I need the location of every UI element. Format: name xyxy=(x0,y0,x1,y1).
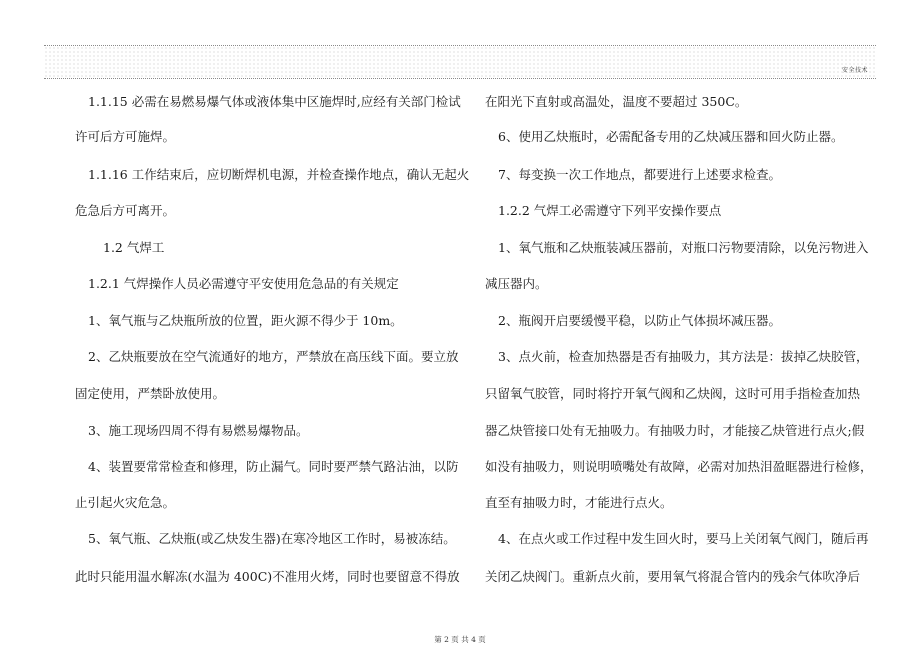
paragraph-line: 2、乙炔瓶要放在空气流通好的地方，严禁放在高压线下面。要立放 xyxy=(88,349,459,364)
paragraph-line: 1、氧气瓶和乙炔瓶装减压器前，对瓶口污物要清除，以免污物进入 xyxy=(498,240,869,255)
subsection-heading: 1.2.1 气焊操作人员必需遵守平安使用危急品的有关规定 xyxy=(88,276,399,291)
paragraph-line: 固定使用，严禁卧放使用。 xyxy=(75,386,226,401)
paragraph-line: 1、氧气瓶与乙炔瓶所放的位置，距火源不得少于 10m。 xyxy=(88,313,403,328)
paragraph-line: 3、施工现场四周不得有易燃易爆物品。 xyxy=(88,423,309,438)
paragraph-line: 3、点火前，检查加热器是否有抽吸力，其方法是：拔掉乙炔胶管， xyxy=(498,349,869,364)
page-number-footer: 第 2 页 共 4 页 xyxy=(434,635,486,644)
paragraph-line: 只留氧气胶管，同时将拧开氧气阀和乙炔阀，这时可用手指检查加热 xyxy=(485,386,861,401)
paragraph-line: 许可后方可施焊。 xyxy=(75,129,176,144)
paragraph-line: 此时只能用温水解冻(水温为 400C)不准用火烤，同时也要留意不得放 xyxy=(75,569,460,584)
page-header-band xyxy=(44,45,876,79)
paragraph-line: 1.1.15 必需在易燃易爆气体或液体集中区施焊时,应经有关部门检试 xyxy=(88,94,461,109)
paragraph-line: 在阳光下直射或高温处，温度不要超过 350C。 xyxy=(485,94,748,109)
header-category-label: 安全技术 xyxy=(841,67,868,74)
paragraph-line: 减压器内。 xyxy=(485,276,548,291)
paragraph-line: 4、在点火或工作过程中发生回火时，要马上关闭氧气阀门，随后再 xyxy=(498,531,869,546)
paragraph-line: 6、使用乙炔瓶时，必需配备专用的乙炔减压器和回火防止器。 xyxy=(498,129,844,144)
paragraph-line: 5、氧气瓶、乙炔瓶(或乙炔发生器)在寒冷地区工作时，易被冻结。 xyxy=(88,531,456,546)
paragraph-line: 2、瓶阀开启要缓慢平稳，以防止气体损坏减压器。 xyxy=(498,313,781,328)
subsection-heading: 1.2.2 气焊工必需遵守下列平安操作要点 xyxy=(498,203,722,218)
paragraph-line: 关闭乙炔阀门。重新点火前，要用氧气将混合管内的残余气体吹净后 xyxy=(485,569,861,584)
paragraph-line: 1.1.16 工作结束后，应切断焊机电源，并检查操作地点，确认无起火 xyxy=(88,167,470,182)
paragraph-line: 止引起火灾危急。 xyxy=(75,495,176,510)
paragraph-line: 危急后方可离开。 xyxy=(75,203,176,218)
paragraph-line: 如没有抽吸力，则说明喷嘴处有故障，必需对加热泪盈眶器进行检修， xyxy=(485,459,873,474)
paragraph-line: 直至有抽吸力时，才能进行点火。 xyxy=(485,495,673,510)
paragraph-line: 7、每变换一次工作地点，都要进行上述要求检查。 xyxy=(498,167,781,182)
paragraph-line: 器乙炔管接口处有无抽吸力。有抽吸力时，才能接乙炔管进行点火;假 xyxy=(485,423,865,438)
section-heading: 1.2 气焊工 xyxy=(103,240,165,255)
paragraph-line: 4、装置要常常检查和修理，防止漏气。同时要严禁气路沾油，以防 xyxy=(88,459,459,474)
